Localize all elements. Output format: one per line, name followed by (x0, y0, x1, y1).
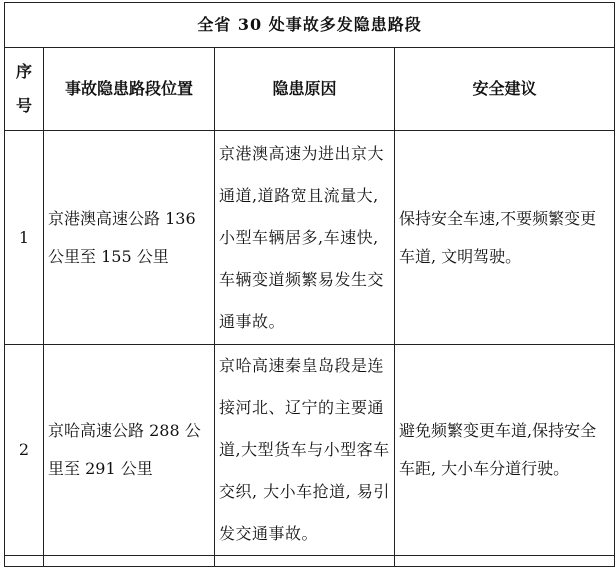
header-row (5, 48, 615, 131)
table-title: 全省 30 处事故多发隐患路段 (5, 3, 615, 48)
table-row (5, 131, 615, 345)
row-location: 京哈高速公路 288 公里至 291 公里 (44, 345, 215, 556)
row-location: 京港澳高速公路 136 公里至 155 公里 (44, 131, 215, 345)
row-cell-empty (215, 556, 395, 567)
row-seq: 1 (5, 131, 44, 345)
row-cell-empty (44, 556, 215, 567)
header-seq (5, 48, 44, 131)
hazard-road-table (4, 2, 615, 567)
header-seq-line1: 序 (15, 62, 32, 81)
table-row-partial (5, 556, 615, 567)
header-seq-line2: 号 (15, 96, 32, 115)
row-advice: 保持安全车速,不要频繁变更车道, 文明驾驶。 (395, 131, 615, 345)
row-cell-empty (395, 556, 615, 567)
header-advice: 安全建议 (395, 48, 615, 131)
row-cause: 京港澳高速为进出京大通道,道路宽且流量大,小型车辆居多,车速快,车辆变道频繁易发生交通事故。 (215, 131, 395, 345)
row-cause: 京哈高速秦皇岛段是连接河北、辽宁的主要通道,大型货车与小型客车交织, 大小车抢道, 易引发交通事故。 (215, 345, 395, 556)
row-cell-empty (5, 556, 44, 567)
table-row (5, 345, 615, 556)
row-seq: 2 (5, 345, 44, 556)
row-advice: 避免频繁变更车道,保持安全车距, 大小车分道行驶。 (395, 345, 615, 556)
title-row (5, 3, 615, 48)
header-location: 事故隐患路段位置 (44, 48, 215, 131)
header-cause: 隐患原因 (215, 48, 395, 131)
